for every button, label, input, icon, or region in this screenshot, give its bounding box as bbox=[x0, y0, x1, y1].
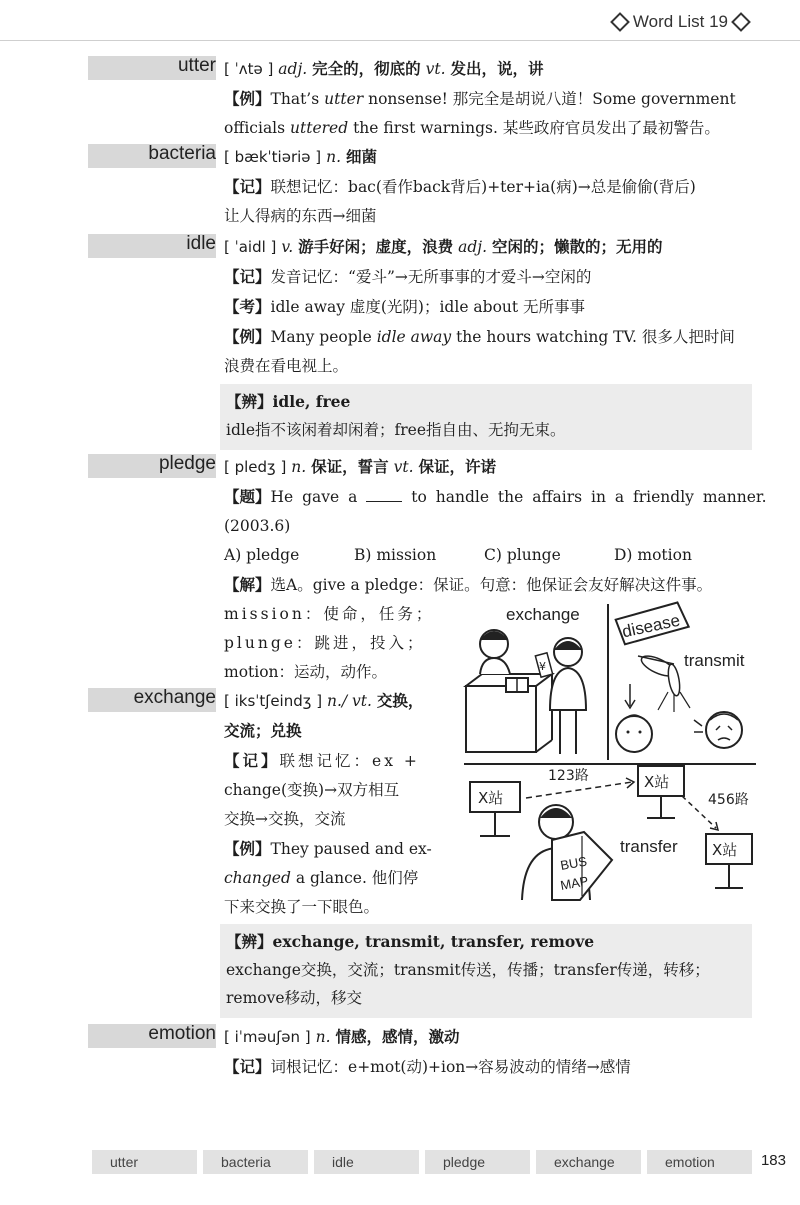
footer-item: idle bbox=[314, 1150, 419, 1174]
sick-person-icon bbox=[694, 712, 742, 748]
footer-item: utter bbox=[92, 1150, 197, 1174]
definition-line: [ bækˈtiəriə ] n. 细菌 bbox=[224, 147, 377, 166]
distinguish-box-idle bbox=[220, 384, 752, 450]
definition-line: [ iksˈtʃeindʒ ] n./ vt. 交换， bbox=[224, 691, 424, 710]
entry-content bbox=[224, 142, 750, 231]
entry-content bbox=[224, 686, 460, 922]
example-line: 【例】Many people idle away the hours watching TV. 很多人把时间 bbox=[224, 327, 735, 346]
distinguish-title: 【辨】idle, free bbox=[226, 392, 351, 411]
footer-item: exchange bbox=[536, 1150, 641, 1174]
example-line: 浪费在看电视上。 bbox=[224, 357, 349, 375]
diamond-icon bbox=[731, 12, 751, 32]
svg-text:X站: X站 bbox=[644, 773, 670, 791]
example-line: 下来交换了一下眼色。 bbox=[224, 898, 380, 916]
mosquito-icon bbox=[638, 652, 690, 712]
entry-content bbox=[224, 54, 750, 143]
page-header-title: Word List 19 bbox=[632, 12, 728, 31]
person-reading-map-icon bbox=[522, 805, 612, 900]
route-label: 456路 bbox=[708, 792, 749, 808]
bus-stop-sign-icon bbox=[638, 766, 684, 818]
svg-text:X站: X站 bbox=[712, 841, 738, 859]
explanation-line: motion：运动，动作。 bbox=[224, 663, 388, 681]
memory-line: 【记】联想记忆：ex + bbox=[224, 751, 420, 770]
definition-line: [ ˈʌtə ] adj. 完全的，彻底的 vt. 发出，说，讲 bbox=[224, 59, 544, 78]
disease-label: disease bbox=[620, 610, 682, 642]
svg-text:X站: X站 bbox=[478, 789, 504, 807]
memory-line: 【记】发音记忆：“爱斗”→无所事事的才爱斗→空闲的 bbox=[224, 267, 592, 286]
footer-item: emotion bbox=[647, 1150, 752, 1174]
distinguish-text: exchange交换，交流；transmit传送，传播；transfer传递，转移； bbox=[226, 961, 710, 979]
disease-sign-icon bbox=[615, 601, 690, 645]
route-label: 123路 bbox=[548, 768, 589, 784]
header-divider bbox=[0, 40, 800, 41]
memory-line: 交换→交换，交流 bbox=[224, 810, 346, 828]
usage-line: 【考】idle away 虚度(光阴)；idle about 无所事事 bbox=[224, 297, 586, 316]
distinguish-text: idle指不该闲着却闲着；free指自由、无拘无束。 bbox=[226, 421, 566, 439]
exchange-transmit-transfer-illustration bbox=[462, 600, 758, 902]
distinguish-box-exchange bbox=[220, 924, 752, 1018]
definition-line: [ pledʒ ] n. 保证，誓言 vt. 保证，许诺 bbox=[224, 457, 496, 476]
distinguish-title: 【辨】exchange, transmit, transfer, remove bbox=[226, 932, 595, 951]
distinguish-text: remove移动，移交 bbox=[226, 989, 363, 1007]
definition-line: [ iˈməuʃən ] n. 情感，感情，激动 bbox=[224, 1027, 460, 1046]
question-line: (2003.6) bbox=[224, 517, 291, 535]
bus-stop-sign-icon bbox=[706, 834, 752, 888]
definition-line: [ ˈaidl ] v. 游手好闲；虚度，浪费 adj. 空闲的；懒散的；无用的 bbox=[224, 237, 663, 256]
page-number: 183 bbox=[760, 1152, 786, 1169]
memory-line: change(变换)→双方相互 bbox=[224, 781, 400, 799]
answer-blank bbox=[366, 487, 402, 502]
example-line: changed a glance. 他们停 bbox=[224, 869, 419, 887]
headword: bacteria bbox=[148, 143, 216, 164]
option-d: D) motion bbox=[614, 546, 692, 564]
route-arrow bbox=[526, 782, 632, 798]
explanation-line: 【解】选A。give a pledge：保证。句意：他保证会友好解决这件事。 bbox=[224, 575, 713, 594]
option-b: B) mission bbox=[354, 546, 437, 564]
headword: exchange bbox=[133, 687, 216, 708]
transfer-label: transfer bbox=[620, 837, 678, 856]
bus-stop-sign-icon bbox=[470, 782, 520, 836]
headword: emotion bbox=[148, 1023, 216, 1044]
exchange-label: exchange bbox=[506, 605, 580, 624]
answer-options bbox=[224, 541, 750, 570]
headword: pledge bbox=[158, 453, 216, 474]
explanation-line: mission：使命，任务； bbox=[224, 605, 435, 623]
page-header bbox=[613, 12, 748, 32]
entry-content bbox=[224, 1022, 750, 1082]
diamond-icon bbox=[610, 12, 630, 32]
definition-line: 交流；兑换 bbox=[224, 721, 302, 740]
explanation-line: plunge：跳进，投入； bbox=[224, 634, 426, 652]
svg-text:MAP: MAP bbox=[559, 873, 590, 893]
footer-word-index bbox=[92, 1150, 752, 1174]
option-a: A) pledge bbox=[224, 546, 300, 564]
sick-person-icon bbox=[616, 715, 652, 752]
footer-item: pledge bbox=[425, 1150, 530, 1174]
headword: utter bbox=[177, 55, 216, 76]
headword: idle bbox=[186, 233, 216, 254]
example-line: 【例】That’s utter nonsense! 那完全是胡说八道！Some government bbox=[224, 89, 736, 108]
exchange-people-icon bbox=[466, 630, 586, 754]
transmit-label: transmit bbox=[684, 651, 745, 670]
svg-text:¥: ¥ bbox=[539, 660, 546, 673]
example-line: 【例】They paused and ex- bbox=[224, 839, 432, 858]
memory-line: 【记】联想记忆：bac(看作back背后)+ter+ia(病)→总是偷偷(背后) bbox=[224, 177, 696, 196]
entry-content bbox=[224, 232, 750, 381]
footer-item: bacteria bbox=[203, 1150, 308, 1174]
option-c: C) plunge bbox=[484, 546, 561, 564]
example-line: officials uttered the first warnings. 某些政府官员发出了最初警告。 bbox=[224, 119, 720, 137]
memory-line: 让人得病的东西→细菌 bbox=[224, 207, 377, 225]
svg-text:BUS: BUS bbox=[559, 853, 589, 873]
memory-line: 【记】词根记忆：e+mot(动)+ion→容易波动的情绪→感情 bbox=[224, 1057, 631, 1076]
question-line: 【题】He gave a to handle the affairs in a friendly manner. bbox=[224, 487, 767, 506]
